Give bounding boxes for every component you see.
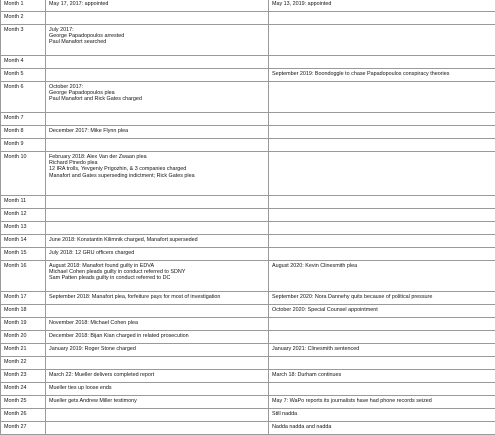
mueller-cell — [46, 422, 269, 435]
mueller-cell — [46, 235, 269, 248]
mueller-cell — [46, 152, 269, 196]
month-cell: Month 21 — [1, 344, 46, 357]
durham-cell — [269, 209, 495, 222]
event-text: June 2018: Konstantin Kilimnik charged, Manafort superseded — [49, 237, 265, 243]
durham-cell — [269, 409, 495, 422]
event-text: Manafort and Gates superseding indictment; Rick Gates plea — [49, 173, 265, 179]
table-row — [1, 261, 495, 292]
mueller-cell — [46, 344, 269, 357]
mueller-cell — [46, 331, 269, 344]
durham-cell — [269, 139, 495, 152]
month-cell: Month 3 — [1, 25, 46, 56]
mueller-cell — [46, 261, 269, 292]
event-text: December 2018: Bijan Kian charged in related prosecution — [49, 333, 265, 339]
mueller-cell — [46, 318, 269, 331]
durham-cell — [269, 318, 495, 331]
month-cell: Month 20 — [1, 331, 46, 344]
month-cell: Month 4 — [1, 56, 46, 69]
table-row — [1, 113, 495, 126]
table-row — [1, 82, 495, 113]
event-text: Mueller ties up loose ends — [49, 385, 265, 391]
table-row — [1, 357, 495, 370]
table-row — [1, 126, 495, 139]
table-row — [1, 196, 495, 209]
mueller-cell — [46, 196, 269, 209]
table-row — [1, 0, 495, 12]
mueller-cell — [46, 396, 269, 409]
table-row — [1, 25, 495, 56]
durham-cell — [269, 344, 495, 357]
durham-cell — [269, 331, 495, 344]
month-cell: Month 19 — [1, 318, 46, 331]
durham-cell — [269, 370, 495, 383]
mueller-cell — [46, 383, 269, 396]
month-cell: Month 2 — [1, 12, 46, 25]
month-cell: Month 5 — [1, 69, 46, 82]
mueller-cell — [46, 222, 269, 235]
table-row — [1, 318, 495, 331]
event-text: February 2018: Alex Van der Zwaan plea — [49, 154, 265, 160]
event-text: George Papadopoulos arrested — [49, 33, 265, 39]
event-text: George Papadopoulos plea — [49, 90, 265, 96]
event-text: Paul Manafort searched — [49, 39, 265, 45]
event-text: Sam Patten pleads guilty in conduct referred to DC — [49, 275, 265, 281]
mueller-cell — [46, 409, 269, 422]
mueller-cell — [46, 0, 269, 12]
durham-cell — [269, 196, 495, 209]
month-cell: Month 7 — [1, 113, 46, 126]
month-cell: Month 17 — [1, 292, 46, 305]
durham-cell — [269, 113, 495, 126]
durham-cell — [269, 152, 495, 196]
durham-cell — [269, 82, 495, 113]
durham-cell — [269, 357, 495, 370]
month-cell: Month 1 — [1, 0, 46, 12]
event-text: August 2018: Manafort found guilty in EDVA — [49, 263, 265, 269]
table-row — [1, 370, 495, 383]
table-row — [1, 344, 495, 357]
month-cell: Month 14 — [1, 235, 46, 248]
month-cell: Month 11 — [1, 196, 46, 209]
mueller-cell — [46, 113, 269, 126]
mueller-cell — [46, 69, 269, 82]
table-row — [1, 69, 495, 82]
mueller-cell — [46, 56, 269, 69]
table-row — [1, 396, 495, 409]
mueller-cell — [46, 305, 269, 318]
event-text: September 2019: Boondoggle to chase Papadopoulos conspiracy theories — [272, 71, 492, 77]
month-cell: Month 8 — [1, 126, 46, 139]
event-text: September 2018: Manafort plea, forfeiture pays for most of investigation — [49, 294, 265, 300]
event-text: Nadda nadda and nadda — [272, 424, 492, 430]
table-row — [1, 235, 495, 248]
month-cell: Month 13 — [1, 222, 46, 235]
mueller-cell — [46, 209, 269, 222]
durham-cell — [269, 25, 495, 56]
mueller-cell — [46, 126, 269, 139]
event-text: October 2020: Special Counsel appointment — [272, 307, 492, 313]
durham-cell — [269, 248, 495, 261]
mueller-cell — [46, 25, 269, 56]
event-text: July 2018: 12 GRU officers charged — [49, 250, 265, 256]
month-cell: Month 18 — [1, 305, 46, 318]
mueller-cell — [46, 82, 269, 113]
month-cell: Month 22 — [1, 357, 46, 370]
event-text: May 7: WaPo reports its journalists have had phone records seized — [272, 398, 492, 404]
durham-cell — [269, 56, 495, 69]
durham-cell — [269, 222, 495, 235]
event-text: March 18: Durham continues — [272, 372, 492, 378]
event-text: Still nadda — [272, 411, 492, 417]
event-text: 12 IRA trolls, Yevgeniy Prigozhin, & 3 companies charged — [49, 166, 265, 172]
durham-cell — [269, 305, 495, 318]
table-row — [1, 422, 495, 435]
durham-cell — [269, 422, 495, 435]
table-row — [1, 383, 495, 396]
month-cell: Month 9 — [1, 139, 46, 152]
mueller-cell — [46, 292, 269, 305]
month-cell: Month 25 — [1, 396, 46, 409]
month-cell: Month 27 — [1, 422, 46, 435]
mueller-cell — [46, 248, 269, 261]
durham-cell — [269, 261, 495, 292]
event-text: May 17, 2017: appointed — [49, 1, 265, 7]
event-text: December 2017: Mike Flynn plea — [49, 128, 265, 134]
timeline-body — [1, 0, 495, 435]
table-row — [1, 139, 495, 152]
event-text: July 2017: — [49, 27, 265, 33]
month-cell: Month 23 — [1, 370, 46, 383]
event-text: Paul Manafort and Rick Gates charged — [49, 96, 265, 102]
table-row — [1, 248, 495, 261]
table-row — [1, 152, 495, 196]
event-text: September 2020: Nora Dannehy quits because of political pressure — [272, 294, 492, 300]
event-text: January 2021: Clinesmith sentenced — [272, 346, 492, 352]
month-cell: Month 10 — [1, 152, 46, 196]
event-text: Mueller gets Andrew Miller testimony — [49, 398, 265, 404]
durham-cell — [269, 383, 495, 396]
table-row — [1, 409, 495, 422]
table-row — [1, 331, 495, 344]
event-text: Michael Cohen pleads guilty in conduct referred to SDNY — [49, 269, 265, 275]
month-cell: Month 16 — [1, 261, 46, 292]
durham-cell — [269, 69, 495, 82]
event-text: October 2017: — [49, 84, 265, 90]
durham-cell — [269, 235, 495, 248]
table-row — [1, 209, 495, 222]
table-row — [1, 222, 495, 235]
month-cell: Month 12 — [1, 209, 46, 222]
durham-cell — [269, 12, 495, 25]
month-cell: Month 6 — [1, 82, 46, 113]
event-text: January 2019: Roger Stone charged — [49, 346, 265, 352]
table-row — [1, 305, 495, 318]
month-cell: Month 15 — [1, 248, 46, 261]
event-text: August 2020: Kevin Clinesmith plea — [272, 263, 492, 269]
durham-cell — [269, 292, 495, 305]
event-text: May 13, 2019: appointed — [272, 1, 492, 7]
durham-cell — [269, 396, 495, 409]
mueller-cell — [46, 12, 269, 25]
month-cell: Month 26 — [1, 409, 46, 422]
table-row — [1, 292, 495, 305]
mueller-cell — [46, 357, 269, 370]
durham-cell — [269, 0, 495, 12]
event-text: March 22: Mueller delivers completed report — [49, 372, 265, 378]
event-text: Richard Pinedo plea — [49, 160, 265, 166]
event-text: November 2018: Michael Cohen plea — [49, 320, 265, 326]
durham-cell — [269, 126, 495, 139]
table-row — [1, 56, 495, 69]
table-row — [1, 12, 495, 25]
mueller-cell — [46, 139, 269, 152]
mueller-cell — [46, 370, 269, 383]
month-cell: Month 24 — [1, 383, 46, 396]
